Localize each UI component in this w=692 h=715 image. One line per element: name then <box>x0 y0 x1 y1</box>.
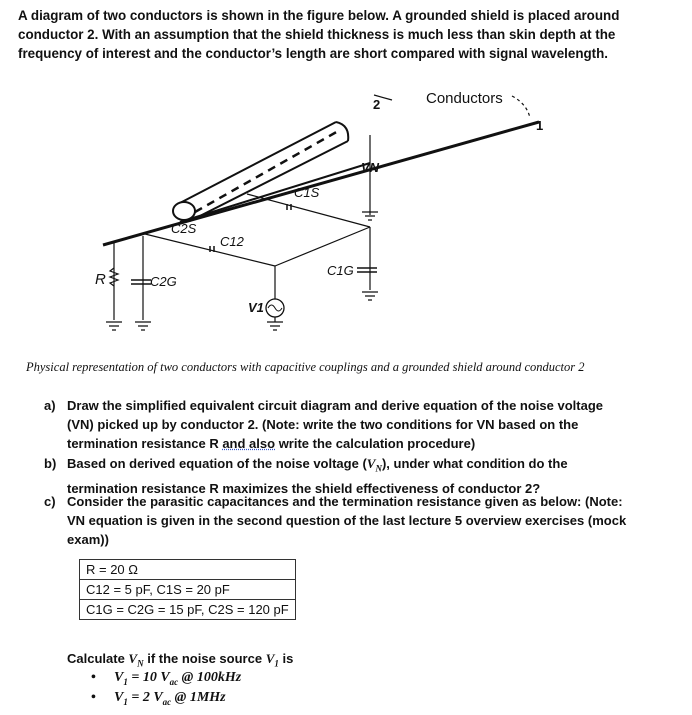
label-vn: VN <box>361 160 380 175</box>
label-c1g: C1G <box>327 263 354 278</box>
label-c2s: C2S <box>171 221 197 236</box>
question-c-label: c) <box>44 494 56 509</box>
intro-line-3: frequency of interest and the conductor’s length are short compared with signal wavelength. <box>18 46 609 61</box>
question-a-line-2: (VN) picked up by conductor 2. (Note: write the two conditions for VN based on the <box>67 417 579 432</box>
question-a-label: a) <box>44 398 56 413</box>
calculate-prompt: Calculate $V_N$ if the noise source $V_1$ is <box>67 651 294 669</box>
ground-plane-edge <box>180 163 370 222</box>
label-c2g: C2G <box>150 274 177 289</box>
question-b-line-2: termination resistance R maximizes the shield effectiveness of conductor 2? <box>67 480 541 496</box>
label-c12: C12 <box>220 234 244 249</box>
problem-intro <box>18 6 678 63</box>
label-2: 2 <box>373 97 381 112</box>
figure-caption: Physical representation of two conductors with capacitive couplings and a grounded shield around conductor 2 <box>26 360 585 374</box>
intro-line-1: A diagram of two conductors is shown in the figure below. A grounded shield is placed around <box>18 8 620 23</box>
question-c-line-2: VN equation is given in the second question of the last lecture 5 overview exercises (mock <box>67 513 627 528</box>
question-c-line-3: exam)) <box>67 532 109 547</box>
label-1: 1 <box>536 118 544 133</box>
label-c1s: C1S <box>294 185 320 200</box>
shield-tube <box>173 122 348 221</box>
bullet-dot: • <box>91 690 96 705</box>
question-c <box>44 492 644 549</box>
question-b-line-1: Based on derived equation of the noise voltage $(V_N)$, under what condition do the <box>67 456 568 474</box>
question-a-line-1: Draw the simplified equivalent circuit diagram and derive equation of the noise voltage <box>67 398 604 413</box>
parameter-table <box>79 559 296 620</box>
question-c-line-1: Consider the parasitic capacitances and the termination resistance given as below: (Note: <box>67 494 623 509</box>
param-row-3: C1G = C2G = 15 pF, C2S = 120 pF <box>80 600 296 620</box>
bullet-case-2: • $V_1 = 2$ $V_{ac}$ @ 1MHz <box>91 690 226 707</box>
label-r: R <box>95 271 106 288</box>
question-a <box>44 396 644 453</box>
conductor-diagram <box>80 82 560 357</box>
param-row-2: C12 = 5 pF, C1S = 20 pF <box>80 580 296 600</box>
question-b-label: b) <box>44 456 57 471</box>
intro-line-2: conductor 2. With an assumption that the shield thickness is much less than skin depth at the <box>18 27 616 42</box>
label-v1: V1 <box>248 300 264 315</box>
label-conductors: Conductors <box>426 90 503 107</box>
bullet-case-1: • $V_1 = 10$ $V_{ac}$ @ 100kHz <box>91 670 242 687</box>
param-row-1: R = 20 Ω <box>80 560 296 580</box>
bullet-dot: • <box>91 670 96 685</box>
question-a-line-3: termination resistance R and also write the calculation procedure) <box>67 436 476 451</box>
